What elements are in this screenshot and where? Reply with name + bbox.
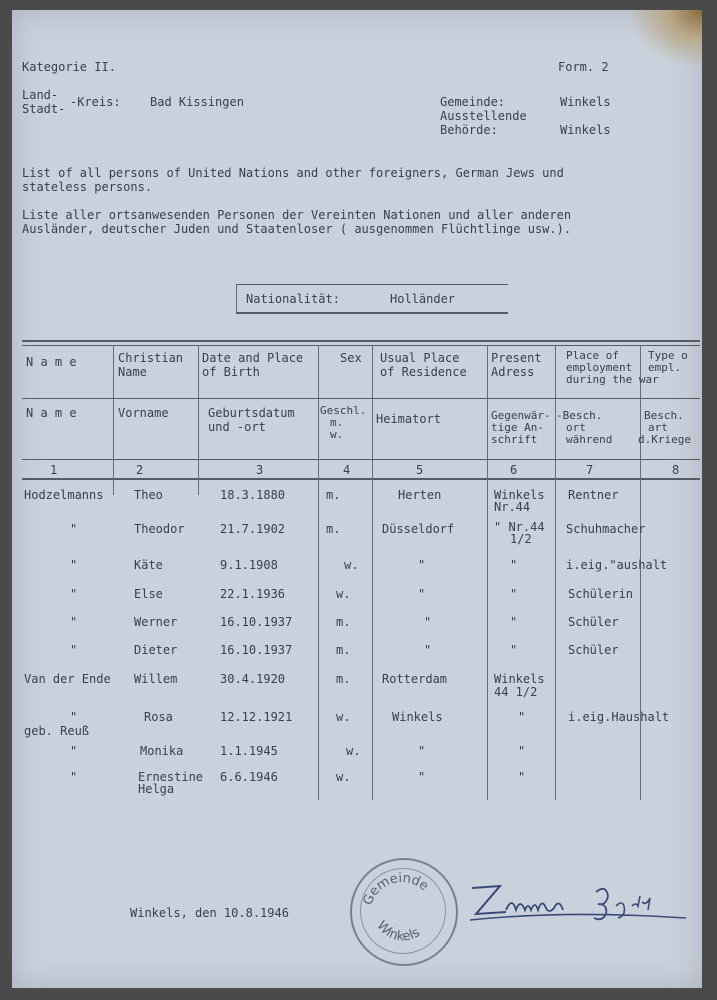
cell-adresse: Winkels bbox=[494, 672, 545, 686]
intro-en-line2: stateless persons. bbox=[22, 180, 153, 194]
col-number-3: 3 bbox=[256, 463, 264, 477]
kategorie: Kategorie II. bbox=[22, 60, 116, 74]
table-rule-top bbox=[22, 340, 700, 342]
cell-name: " bbox=[70, 643, 78, 657]
cell-name: Hodzelmanns bbox=[24, 488, 104, 502]
col-number-7: 7 bbox=[586, 463, 594, 477]
cell-adresse: " Nr.44 bbox=[494, 520, 545, 534]
nationality-rule-left bbox=[236, 284, 237, 313]
cell-heimatort: " bbox=[424, 643, 432, 657]
cell-name: " bbox=[70, 615, 78, 629]
cell-heimatort: " bbox=[418, 587, 426, 601]
cell-adresse: " bbox=[510, 643, 518, 657]
col-number-1: 1 bbox=[50, 463, 58, 477]
col-divider-5 bbox=[487, 345, 488, 800]
svg-text:Winkels: Winkels bbox=[373, 918, 423, 945]
cell-geburt: 1.1.1945 bbox=[220, 744, 278, 758]
col-number-8: 8 bbox=[672, 463, 680, 477]
cell-name: " bbox=[70, 770, 78, 784]
cell-adresse: " bbox=[518, 710, 526, 724]
cell-geburt: 6.6.1946 bbox=[220, 770, 278, 784]
col-divider-3 bbox=[318, 345, 319, 800]
cell-vorname: Willem bbox=[134, 672, 178, 686]
nationality-rule-top bbox=[236, 284, 508, 285]
cell-adresse: " bbox=[518, 770, 526, 784]
behoerde-label: Behörde: bbox=[440, 123, 498, 137]
stamp-lettering bbox=[350, 858, 454, 962]
cell-heimatort: " bbox=[418, 558, 426, 572]
cell-adresse: Winkels bbox=[494, 488, 545, 502]
cell-geburt: 22.1.1936 bbox=[220, 587, 286, 601]
cell-sex: m. bbox=[336, 672, 351, 686]
form-number: Form. 2 bbox=[558, 60, 609, 74]
gemeinde-value: Winkels bbox=[560, 95, 611, 109]
cell-geburt: 12.12.1921 bbox=[220, 710, 293, 724]
cell-geburt: 16.10.1937 bbox=[220, 615, 293, 629]
kreis-label: -Kreis: bbox=[70, 95, 121, 109]
cell-vorname: Monika bbox=[140, 744, 184, 758]
cell-name: " bbox=[70, 587, 78, 601]
cell-beruf: Schüler bbox=[568, 615, 619, 629]
cell-beruf: Rentner bbox=[568, 488, 619, 502]
col-divider-4 bbox=[372, 345, 373, 800]
intro-de-line2: Ausländer, deutscher Juden und Staatenloser ( ausgenommen Flüchtlinge usw.). bbox=[22, 222, 572, 236]
ausstellende-label: Ausstellende bbox=[440, 109, 527, 123]
cell-name: Van der Ende bbox=[24, 672, 111, 686]
cell-geburt: 18.3.1880 bbox=[220, 488, 286, 502]
cell-vorname: Theo bbox=[134, 488, 163, 502]
cell-vorname: Käte bbox=[134, 558, 163, 572]
cell-adresse-2: 44 1/2 bbox=[494, 685, 538, 699]
cell-vorname: Ernestine bbox=[138, 770, 204, 784]
cell-heimatort: " bbox=[418, 770, 426, 784]
cell-name: " bbox=[70, 710, 78, 724]
cell-sex: w. bbox=[336, 770, 351, 784]
cell-heimatort: Winkels bbox=[392, 710, 443, 724]
cell-geburt: 21.7.1902 bbox=[220, 522, 286, 536]
cell-sex: m. bbox=[326, 488, 341, 502]
cell-name: " bbox=[70, 744, 78, 758]
place-date: Winkels, den 10.8.1946 bbox=[130, 906, 289, 920]
table-rule-numbers bbox=[22, 478, 700, 480]
nationality-rule-bottom bbox=[236, 312, 508, 314]
cell-sex: w. bbox=[346, 744, 361, 758]
cell-geburt: 30.4.1920 bbox=[220, 672, 286, 686]
table-rule-en bbox=[22, 398, 700, 399]
intro-en-line1: List of all persons of United Nations and other foreigners, German Jews und bbox=[22, 166, 564, 180]
cell-sex: w. bbox=[336, 587, 351, 601]
kreis-value: Bad Kissingen bbox=[150, 95, 244, 109]
col-divider-1 bbox=[113, 345, 114, 495]
cell-vorname: Rosa bbox=[144, 710, 173, 724]
nationality-label: Nationalität: bbox=[246, 292, 340, 306]
cell-heimatort: " bbox=[424, 615, 432, 629]
cell-beruf: i.eig.Haushalt bbox=[568, 710, 670, 724]
cell-heimatort: Rotterdam bbox=[382, 672, 448, 686]
cell-vorname: Else bbox=[134, 587, 163, 601]
cell-heimatort: Herten bbox=[398, 488, 442, 502]
cell-sex: w. bbox=[344, 558, 359, 572]
cell-heimatort: " bbox=[418, 744, 426, 758]
behoerde-value: Winkels bbox=[560, 123, 611, 137]
cell-heimatort: Düsseldorf bbox=[382, 522, 455, 536]
cell-sex: m. bbox=[336, 643, 351, 657]
col-divider-2 bbox=[198, 345, 199, 495]
cell-adresse: " bbox=[510, 587, 518, 601]
cell-vorname: Theodor bbox=[134, 522, 185, 536]
cell-name: " bbox=[70, 522, 78, 536]
cell-adresse: " bbox=[518, 744, 526, 758]
cell-adresse: " bbox=[510, 558, 518, 572]
cell-beruf: Schülerin bbox=[568, 587, 634, 601]
table-rule-top2 bbox=[22, 345, 700, 346]
intro-de-line1: Liste aller ortsanwesenden Personen der Vereinten Nationen und aller anderen bbox=[22, 208, 572, 222]
cell-vorname-2: Helga bbox=[138, 782, 175, 796]
cell-name: " bbox=[70, 558, 78, 572]
col-divider-7 bbox=[640, 345, 641, 800]
svg-text:Gemeinde: Gemeinde bbox=[360, 870, 432, 908]
table-rule-de bbox=[22, 459, 700, 460]
nationality-value: Holländer bbox=[390, 292, 456, 306]
cell-name-2: geb. Reuß bbox=[24, 724, 90, 738]
cell-geburt: 16.10.1937 bbox=[220, 643, 293, 657]
gemeinde-stamp bbox=[350, 858, 458, 966]
land-label: Land- bbox=[22, 88, 59, 102]
burn-mark bbox=[632, 10, 702, 65]
col-number-6: 6 bbox=[510, 463, 518, 477]
col-number-4: 4 bbox=[343, 463, 351, 477]
cell-sex: m. bbox=[326, 522, 341, 536]
cell-beruf: Schuhmacher bbox=[566, 522, 646, 536]
col-number-5: 5 bbox=[416, 463, 424, 477]
cell-adresse-2: Nr.44 bbox=[494, 500, 531, 514]
cell-geburt: 9.1.1908 bbox=[220, 558, 278, 572]
cell-beruf: i.eig."aushalt bbox=[566, 558, 668, 572]
cell-vorname: Werner bbox=[134, 615, 178, 629]
cell-beruf: Schüler bbox=[568, 643, 619, 657]
cell-adresse-2: 1/2 bbox=[510, 532, 532, 546]
stadt-label: Stadt- bbox=[22, 102, 66, 116]
cell-sex: w. bbox=[336, 710, 351, 724]
cell-sex: m. bbox=[336, 615, 351, 629]
col-number-2: 2 bbox=[136, 463, 144, 477]
cell-vorname: Dieter bbox=[134, 643, 178, 657]
cell-adresse: " bbox=[510, 615, 518, 629]
gemeinde-label: Gemeinde: bbox=[440, 95, 506, 109]
